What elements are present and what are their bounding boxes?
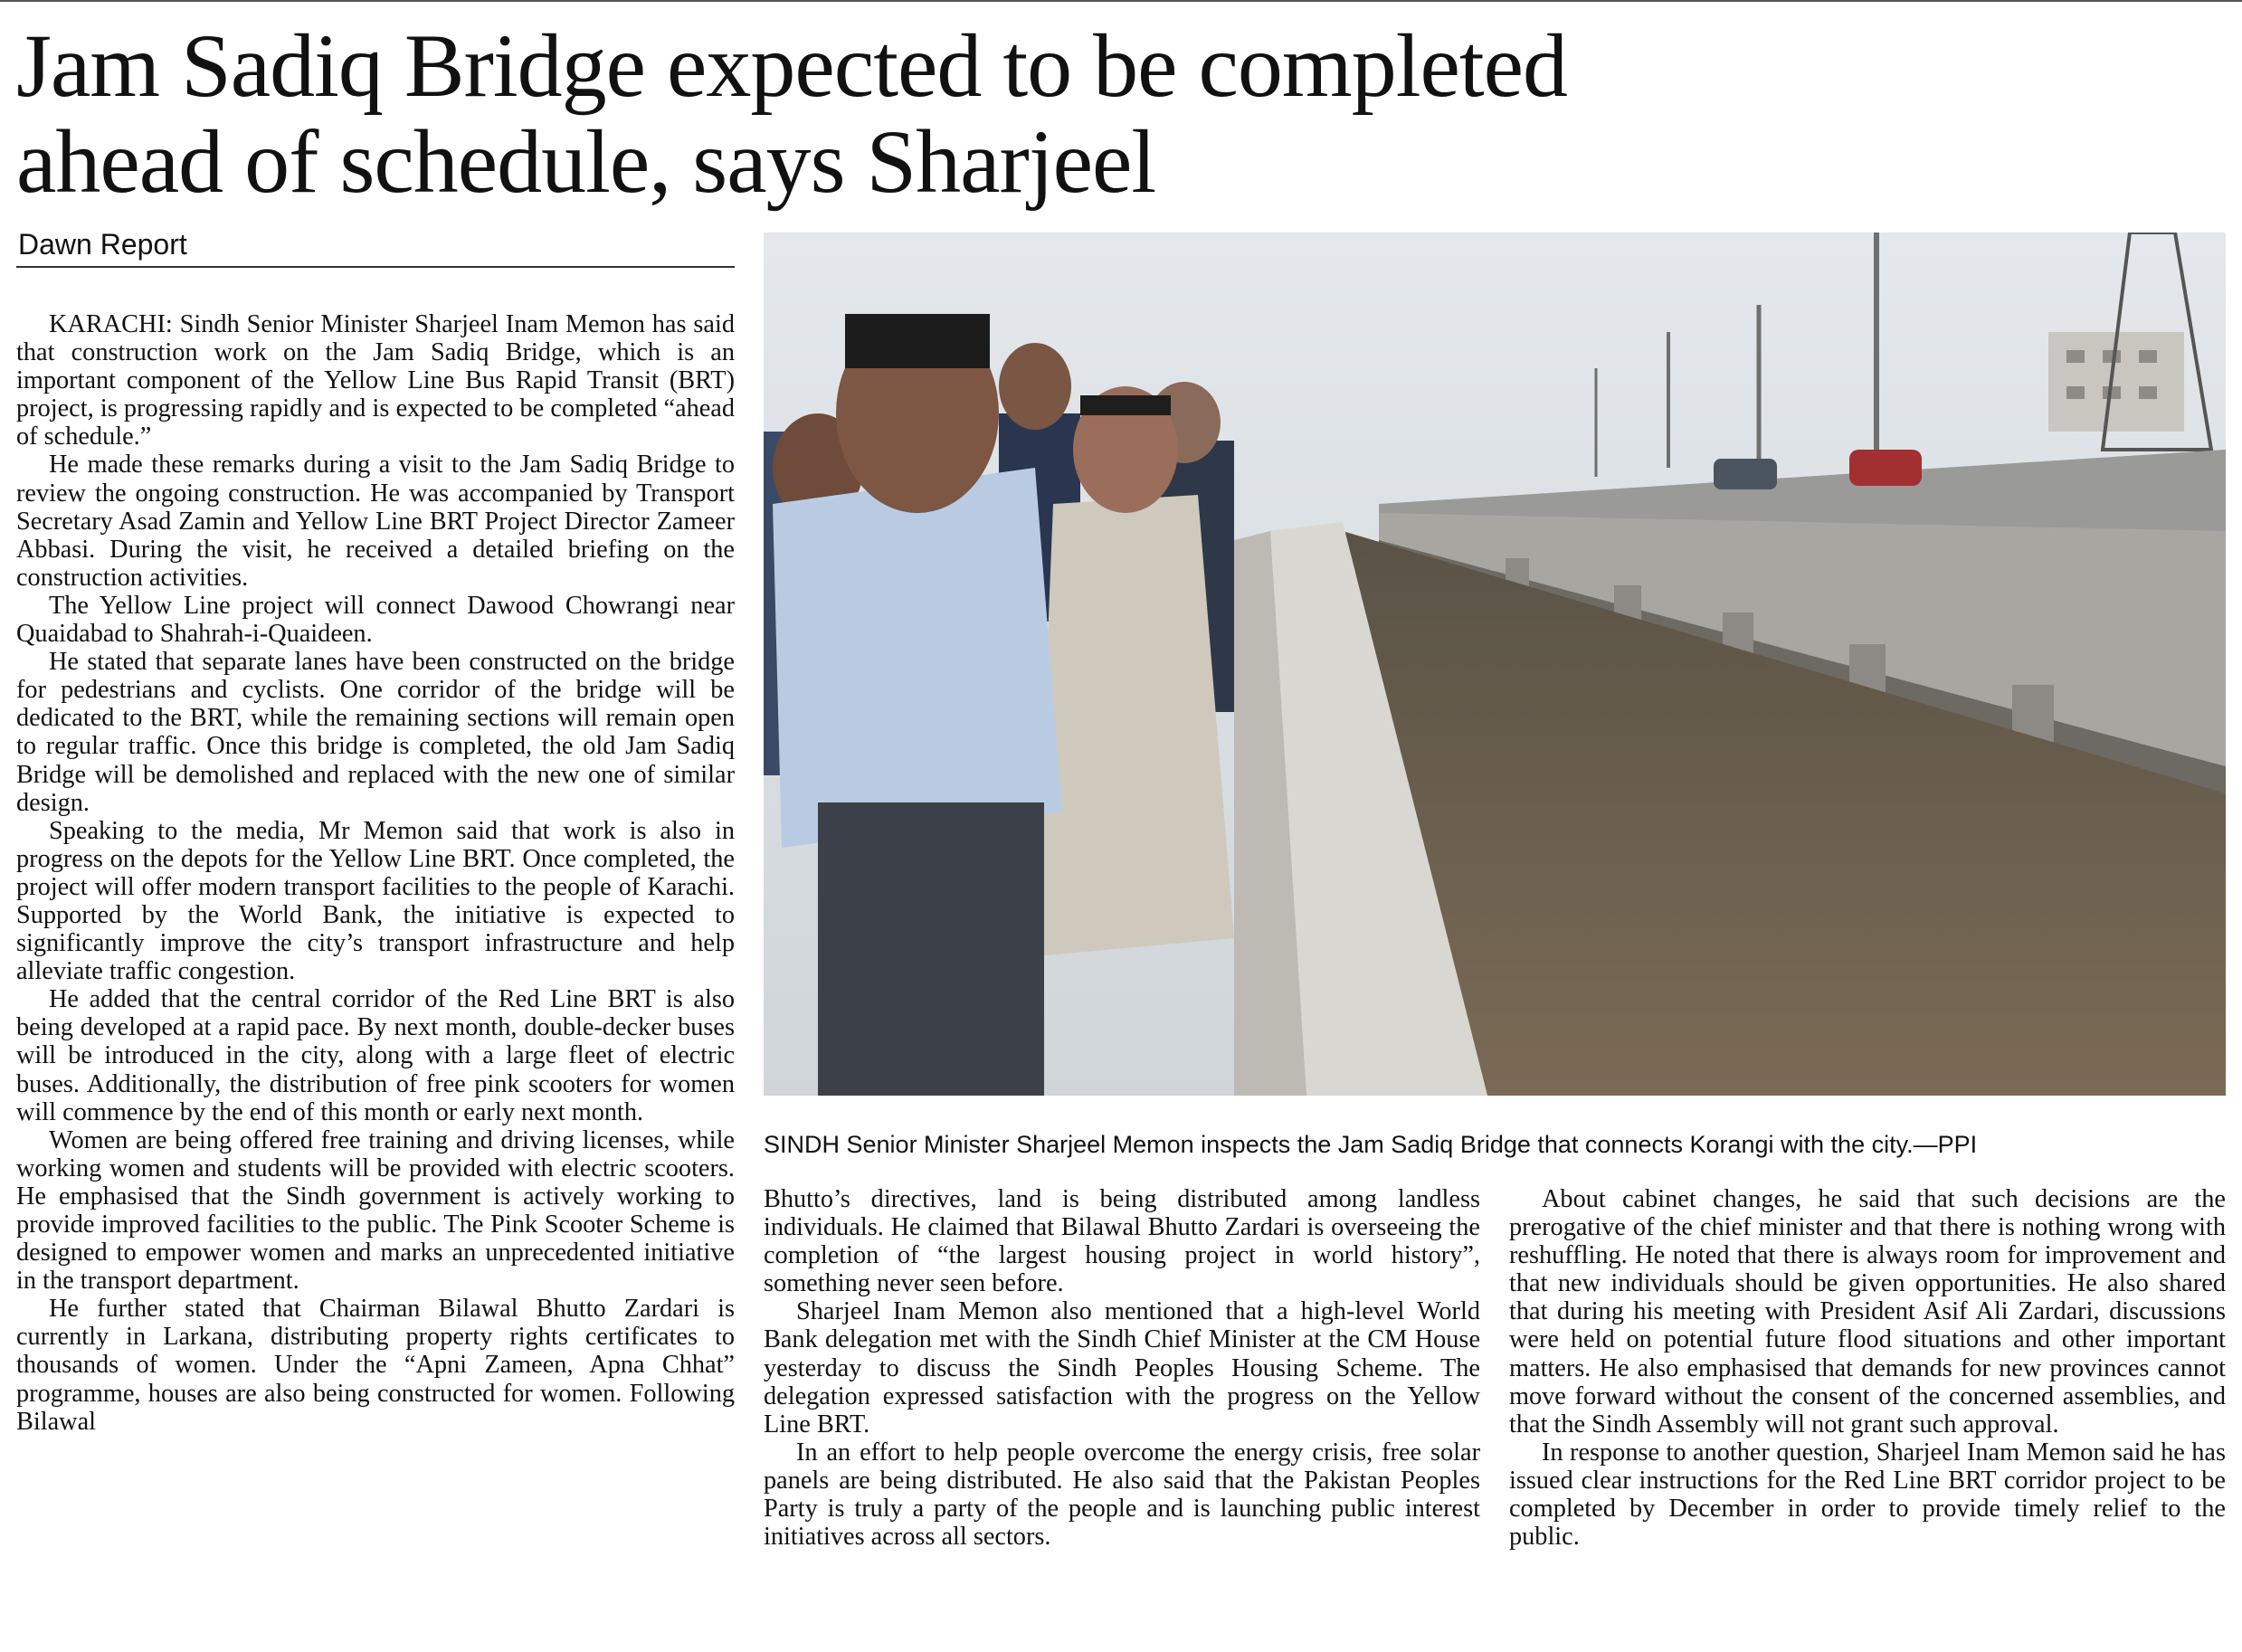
paragraph: He further stated that Chairman Bilawal Bhutto Zardari is currently in Larkana, distributing property rights certificates to thousands of women. Under the “Apni Zameen, Apna Chhat” programme, houses are also being constructed for women. Following Bilawal [16, 1295, 735, 1436]
photo-caption: SINDH Senior Minister Sharjeel Memon inspects the Jam Sadiq Bridge that connects Korangi with the city.—PPI [764, 1131, 1978, 1158]
paragraph: Women are being offered free training and driving licenses, while working women and students will be provided with electric scooters. He emphasised that the Sindh government is actively working to provide improved facilities to the public. The Pink Scooter Scheme is designed to empower women and marks an unprecedented initiative in the transport department. [16, 1125, 735, 1296]
headline-line-1: Jam Sadiq Bridge expected to be completed [16, 15, 1568, 116]
article-column-1 [16, 310, 735, 1640]
paragraph: About cabinet changes, he said that such decisions are the prerogative of the chief minister and that there is nothing wrong with reshuffling. He noted that there is always room for improvement and that new individuals should be given opportunities. He also shared that during his meeting with President Asif Ali Zardari, discussions were held on potential future flood situations and other important matters. He also emphasised that demands for new provinces cannot move forward without the consent of the concerned assemblies, and that the Sindh Assembly will not grant such approval. [1509, 1185, 2226, 1438]
paragraph: KARACHI: Sindh Senior Minister Sharjeel Inam Memon has said that construction work on the Jam Sadiq Bridge, which is an important component of the Yellow Line Bus Rapid Transit (BRT) project, is progressing rapidly and is expected to be completed “ahead of schedule.” [16, 310, 735, 451]
headline [16, 15, 2224, 212]
bridge-inspection-photo [764, 233, 2226, 1096]
article-column-2 [764, 1185, 1480, 1638]
top-rule [0, 0, 2242, 2]
paragraph: In an effort to help people overcome the energy crisis, free solar panels are being distributed. He also said that the Pakistan Peoples Party is truly a party of the people and is launching public interest initiatives across all sectors. [764, 1438, 1480, 1552]
paragraph: He stated that separate lanes have been constructed on the bridge for pedestrians and cyclists. One corridor of the bridge will be dedicated to the BRT, while the remaining sections will remain open to regular traffic. Once this bridge is completed, the old Jam Sadiq Bridge will be demolished and replaced with the new one of similar design. [16, 648, 735, 817]
paragraph: Sharjeel Inam Memon also mentioned that a high-level World Bank delegation met with the Sindh Chief Minister at the CM House yesterday to discuss the Sindh Peoples Housing Scheme. The delegation expressed satisfaction with the progress on the Yellow Line BRT. [764, 1297, 1480, 1438]
paragraph: Speaking to the media, Mr Memon said that work is also in progress on the depots for the Yellow Line BRT. Once completed, the project will offer modern transport facilities to the people of Karachi. Supported by the World Bank, the initiative is expected to significantly improve the city’s transport infrastructure and help alleviate traffic congestion. [16, 816, 735, 986]
byline: Dawn Report [18, 228, 187, 261]
paragraph: In response to another question, Sharjeel Inam Memon said he has issued clear instructions for the Red Line BRT corridor project to be completed by December in order to provide timely relief to the public. [1509, 1438, 2226, 1552]
headline-line-2: ahead of schedule, says Sharjeel [16, 111, 1156, 212]
article-column-3 [1509, 1185, 2226, 1638]
paragraph: The Yellow Line project will connect Dawood Chowrangi near Quaidabad to Shahrah-i-Quaideen. [16, 591, 735, 649]
paragraph: He added that the central corridor of the Red Line BRT is also being developed at a rapid pace. By next month, double-decker buses will be introduced in the city, along with a large fleet of electric buses. Additionally, the distribution of free pink scooters for women will commence by the end of this month or early next month. [16, 985, 735, 1126]
paragraph: Bhutto’s directives, land is being distributed among landless individuals. He claimed that Bilawal Bhutto Zardari is overseeing the completion of “the largest housing project in world history”, something never seen before. [764, 1185, 1480, 1298]
paragraph: He made these remarks during a visit to the Jam Sadiq Bridge to review the ongoing construction. He was accompanied by Transport Secretary Asad Zamin and Yellow Line BRT Project Director Zameer Abbasi. During the visit, he received a detailed briefing on the construction activities. [16, 451, 735, 592]
byline-rule [16, 266, 735, 268]
